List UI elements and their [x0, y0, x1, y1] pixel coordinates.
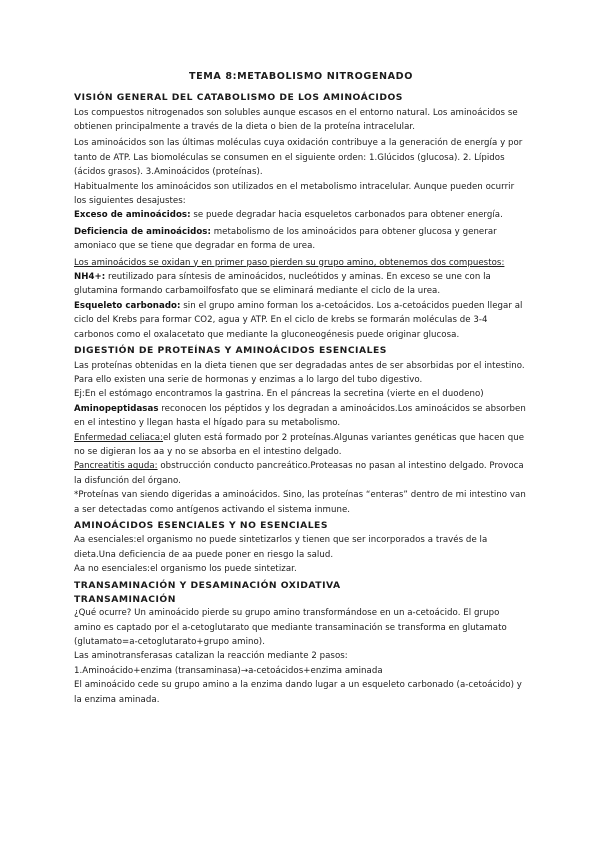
term-text: reconocen los péptidos y los degradan a aminoácidos.Los aminoácidos se absorben en el intestino y llegan hasta el hígado para su metabolismo.: [74, 403, 526, 429]
document-title: TEMA 8:METABOLISMO NITROGENADO: [188, 71, 414, 82]
term-text: el gluten está formado por 2 proteínas.Algunas variantes genéticas que hacen que no se digieran los aa y no se absorba en el intestino delgado.: [74, 432, 525, 457]
underlined-statement: Los aminoácidos se oxidan y en primer paso pierden su grupo amino, obtenemos dos compuestos:: [74, 257, 505, 268]
definition-exceso: [74, 208, 528, 222]
definition-celiaca: [74, 431, 528, 460]
note: *Proteínas van siendo digeridas a aminoácidos. Sino, las proteínas “enteras” dentro de mi intestino van a ser detectadas como antígenos activando el sistema inmune.: [74, 490, 526, 515]
section-heading-digestion: DIGESTIÓN DE PROTEÍNAS Y AMINOÁCIDOS ESENCIALES: [74, 345, 387, 356]
definition-esqueleto: [74, 299, 528, 342]
paragraph: Las aminotransferasas catalizan la reacción mediante 2 pasos:: [74, 651, 348, 662]
term-label: Enfermedad celiaca:: [74, 432, 164, 443]
paragraph: 1.Aminoácido+enzima (transaminasa)→a-cetoácidos+enzima aminada: [74, 665, 383, 676]
section-heading-vision-general: VISIÓN GENERAL DEL CATABOLISMO DE LOS AMINOÁCIDOS: [74, 92, 403, 103]
term-text: metabolismo de los aminoácidos para obtener glucosa y generar amoniaco que se tiene que degradar en forma de urea.: [74, 226, 497, 252]
term-text: sin el grupo amino forman los a-cetoácidos. Los a-cetoácidos pueden llegar al ciclo del Krebs para formar CO2, agua y ATP. En el ciclo de krebs se formarán moléculas de 3-4 carbonos como el oxalacetato que mediante la gluconeogénesis puede originar glucosa.: [74, 300, 523, 340]
term-label: Pancreatitis aguda:: [74, 461, 158, 472]
term-label: NH4+:: [74, 271, 106, 282]
paragraph: El aminoácido cede su grupo amino a la enzima dando lugar a un esqueleto carbonado (a-cetoácido) y la enzima aminada.: [74, 680, 522, 705]
paragraph: Aa no esenciales:el organismo los puede sintetizar.: [74, 564, 297, 575]
definition-aminopeptidasas: [74, 402, 528, 431]
term-text: obstrucción conducto pancreático.Proteasas no pasan al intestino delgado. Provoca la disfunción del órgano.: [74, 461, 524, 486]
paragraph: Ej:En el estómago encontramos la gastrina. En el páncreas la secretina (vierte en el duodeno): [74, 389, 484, 400]
term-text: reutilizado para síntesis de aminoácidos, nucleótidos y aminas. En exceso se une con la glutamina formando carbamoilfosfato que se eliminará mediante el ciclo de la urea.: [74, 271, 491, 297]
term-text: se puede degradar hacia esqueletos carbonados para obtener energía.: [190, 210, 503, 221]
paragraph: ¿Qué ocurre? Un aminoácido pierde su grupo amino transformándose en un a-cetoácido. El grupo amino es captado por el a-cetoglutarato que mediante transaminación se transforma en glutamato (glutamato=a-cetoglutarato+grupo amino).: [74, 608, 507, 647]
section-heading-esenciales: AMINOÁCIDOS ESENCIALES Y NO ESENCIALES: [74, 519, 328, 531]
term-label: Exceso de aminoácidos:: [74, 210, 191, 221]
paragraph: Los aminoácidos son las últimas moléculas cuya oxidación contribuye a la generación de energía y por tanto de ATP. Las biomoléculas se consumen en el siguiente orden: 1.Glúcidos (glucosa). 2. Lípidos (ácidos grasos). 3.Aminoácidos (proteínas).: [74, 138, 523, 178]
term-label: Esqueleto carbonado:: [74, 300, 181, 311]
subsection-heading-transaminacion: TRANSAMINACIÓN: [74, 594, 176, 606]
term-label: Deficiencia de aminoácidos:: [74, 226, 211, 237]
definition-pancreatitis: [74, 459, 528, 488]
term-label: Aminopeptidasas: [74, 403, 159, 414]
definition-nh4: [74, 270, 528, 299]
paragraph: Las proteínas obtenidas en la dieta tienen que ser degradadas antes de ser absorbidas por el intestino. Para ello existen una serie de hormonas y enzimas a lo largo del tubo digestivo.: [74, 360, 525, 385]
paragraph: Aa esenciales:el organismo no puede sintetizarlos y tienen que ser incorporados a través de la dieta.Una deficiencia de aa puede poner en riesgo la salud.: [74, 535, 488, 560]
paragraph: Habitualmente los aminoácidos son utilizados en el metabolismo intracelular. Aunque pueden ocurrir los siguientes desajustes:: [74, 181, 515, 206]
definition-deficiencia: [74, 225, 528, 254]
section-heading-transaminacion-desaminacion: TRANSAMINACIÓN Y DESAMINACIÓN OXIDATIVA: [74, 579, 341, 591]
paragraph: Los compuestos nitrogenados son solubles aunque escasos en el entorno natural. Los aminoácidos se obtienen principalmente a través de la dieta o bien de la proteína intracelular.: [74, 107, 518, 132]
